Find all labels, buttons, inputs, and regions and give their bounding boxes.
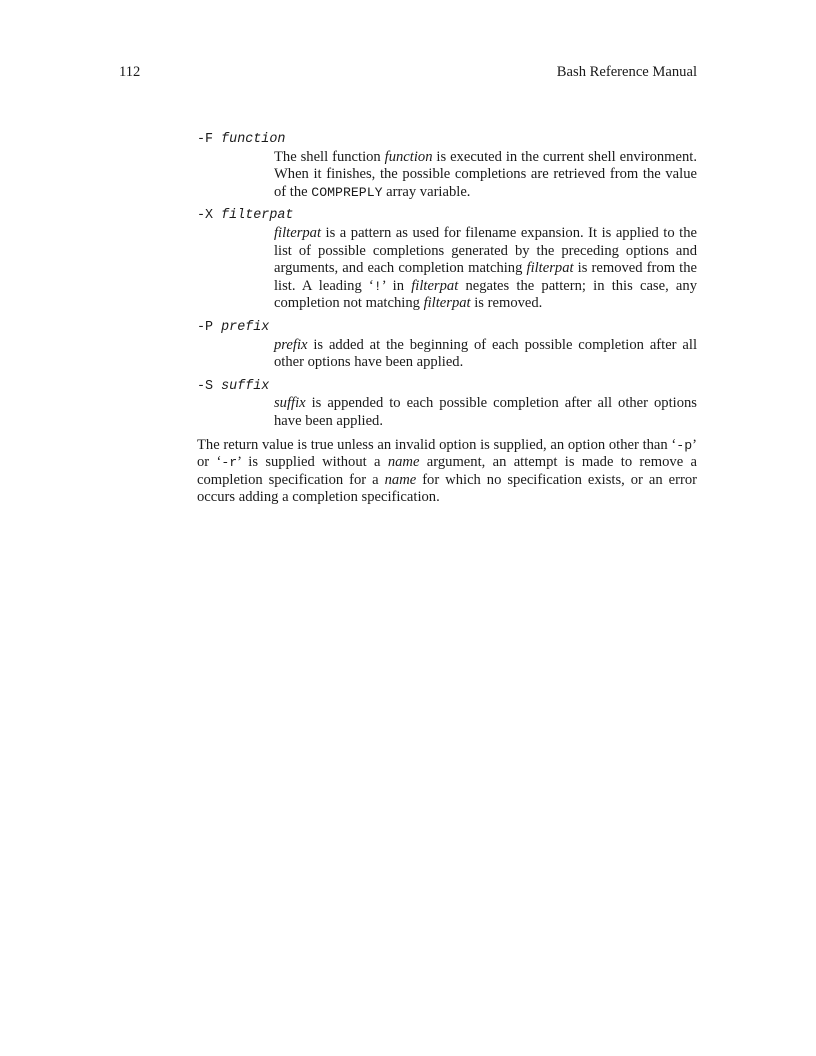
desc-text: The shell function [274, 148, 385, 165]
return-value-paragraph [197, 437, 697, 507]
option-flag: -P [197, 319, 214, 335]
option-entry-X [197, 207, 697, 313]
running-title: Bash Reference Manual [556, 64, 697, 80]
desc-text: is executed in the current shell environment. When it finishes, the possible completions are retrieved from the value of the [274, 148, 697, 200]
para-text: ’ is supplied without a [237, 454, 388, 471]
para-text: ’ or ‘ [197, 436, 697, 471]
desc-emphasis: suffix [274, 395, 306, 412]
option-entry-P [197, 319, 697, 372]
desc-emphasis: filterpat [423, 295, 471, 312]
desc-text: is added at the beginning of each possible completion after all other options have been applied. [274, 336, 697, 371]
desc-emphasis: prefix [274, 336, 308, 353]
desc-emphasis: filterpat [526, 260, 574, 277]
para-code: -p [676, 437, 693, 453]
option-term [197, 319, 697, 337]
para-emphasis: name [387, 454, 420, 471]
desc-emphasis: filterpat [274, 224, 322, 241]
option-description [274, 337, 697, 372]
para-text: The return value is true unless an invalid option is supplied, an option other than ‘ [197, 436, 677, 453]
desc-text: ’ in [381, 277, 412, 294]
option-flag: -F [197, 132, 214, 147]
desc-code: ! [373, 278, 382, 294]
option-flag: -S [197, 378, 214, 394]
desc-text: is a pattern as used for filename expansion. It is applied to the list of possible completions generated by the preceding options and arguments, and each completion matching [274, 224, 697, 277]
option-term [197, 131, 697, 149]
option-description [274, 225, 697, 313]
option-arg: prefix [221, 319, 270, 335]
desc-emphasis: function [384, 148, 433, 165]
option-description [274, 149, 697, 202]
desc-text: is removed from the list. A leading ‘ [274, 260, 697, 294]
option-flag: -X [197, 208, 214, 224]
option-entry-S [197, 378, 697, 431]
page-number: 112 [119, 64, 141, 80]
option-arg: suffix [221, 378, 270, 394]
desc-emphasis: filterpat [411, 277, 459, 294]
option-term [197, 378, 697, 396]
desc-text: is removed. [470, 295, 543, 312]
desc-text: negates the pattern; in this case, any completion not matching [274, 277, 697, 312]
para-text: for which no specification exists, or an error occurs adding a completion specification. [197, 471, 697, 506]
option-term [197, 207, 697, 225]
para-code: -r [221, 455, 238, 471]
para-text: argument, an attempt is made to remove a completion specification for a [197, 454, 697, 488]
option-arg: filterpat [221, 208, 294, 224]
para-emphasis: name [384, 471, 417, 488]
desc-text: array variable. [382, 183, 471, 200]
option-description [274, 395, 697, 430]
desc-text: is appended to each possible completion after all other options have been applied. [274, 395, 697, 429]
page-header [119, 64, 697, 84]
option-entry-F [197, 131, 697, 201]
page-content [197, 131, 697, 507]
option-arg: function [221, 132, 286, 147]
desc-code: COMPREPLY [311, 184, 383, 200]
